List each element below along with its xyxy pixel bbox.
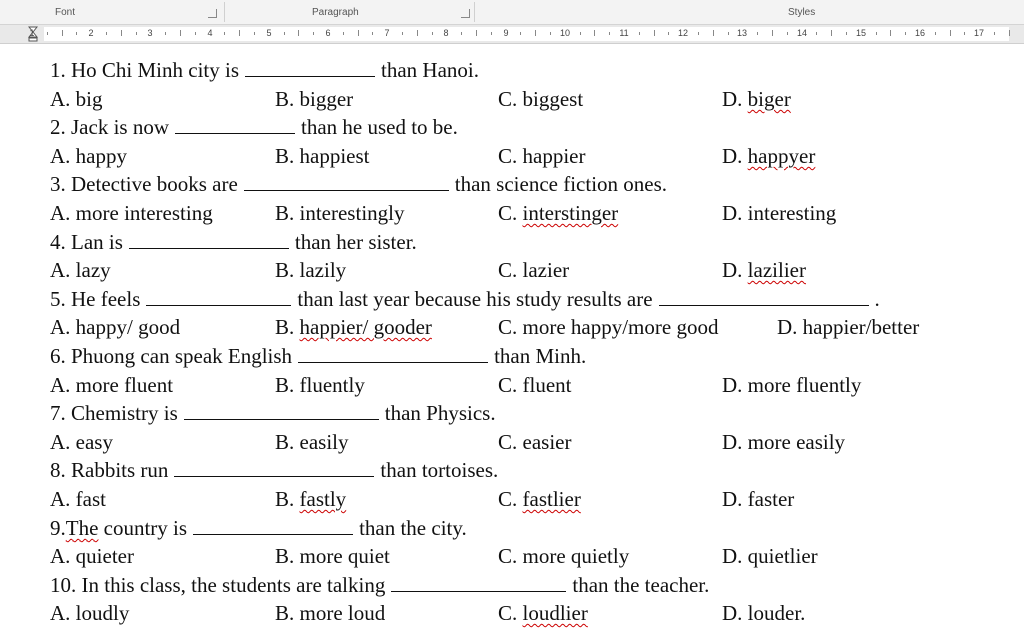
answer-blank[interactable] <box>244 174 449 191</box>
ribbon-separator <box>474 2 475 22</box>
option-text: C. fluent <box>498 373 572 397</box>
ruler-number: 10 <box>559 28 571 38</box>
ruler-tick <box>136 32 137 35</box>
question-stem: 5. He feels <box>50 287 141 311</box>
ruler-tick <box>713 30 714 36</box>
answer-option-d <box>722 201 836 225</box>
option-text: D. happyer <box>722 144 816 168</box>
ruler-tick <box>106 32 107 35</box>
ruler-tick <box>876 32 877 35</box>
horizontal-ruler[interactable] <box>0 25 1024 44</box>
ruler-number: 16 <box>914 28 926 38</box>
ruler-tick <box>1009 30 1010 36</box>
answer-blank[interactable] <box>174 460 374 477</box>
ruler-tick <box>905 32 906 35</box>
paragraph-dialog-launcher-icon[interactable] <box>461 9 470 18</box>
ruler-tick <box>254 32 255 35</box>
ruler-tick <box>698 32 699 35</box>
answer-option-b <box>275 87 353 111</box>
ruler-tick <box>535 30 536 36</box>
ruler-number: 1 <box>29 28 35 38</box>
ribbon-separator <box>224 2 225 22</box>
answer-option-a <box>50 258 111 282</box>
answer-option-a <box>50 601 129 625</box>
ruler-tick <box>594 30 595 36</box>
option-text: A. easy <box>50 430 113 454</box>
ruler-tick <box>224 32 225 35</box>
answer-option-a <box>50 201 213 225</box>
ruler-tick <box>358 30 359 36</box>
option-text: B. more quiet <box>275 544 390 568</box>
answer-option-c <box>498 601 588 625</box>
ruler-tick <box>121 30 122 36</box>
answer-option-b <box>275 487 346 511</box>
option-text: D. lazilier <box>722 258 806 282</box>
ruler-number: 4 <box>207 28 213 38</box>
question-stem: 2. Jack is now <box>50 115 169 139</box>
font-group-label: Font <box>55 7 76 18</box>
option-text: A. loudly <box>50 601 130 625</box>
answer-option-b <box>275 201 405 225</box>
ruler-tick <box>550 32 551 35</box>
option-text: B. bigger <box>275 87 354 111</box>
option-text: B. happier/ gooder <box>275 315 432 339</box>
answer-blank[interactable] <box>184 403 379 420</box>
question-stem: 10. In this class, the students are talking <box>50 573 386 597</box>
answer-option-c <box>498 487 581 511</box>
document-page[interactable] <box>0 44 1024 644</box>
question-continuation: than last year because his study results are <box>297 287 653 311</box>
answer-option-a <box>50 87 103 111</box>
answer-blank[interactable] <box>193 518 353 535</box>
answer-option-d <box>722 487 794 511</box>
ruler-number: 11 <box>619 28 629 38</box>
ruler-tick <box>831 30 832 36</box>
answer-option-d <box>722 87 791 111</box>
ruler-tick <box>890 30 891 36</box>
answer-option-d <box>777 315 919 339</box>
option-text: A. big <box>50 87 103 111</box>
answer-option-c <box>498 258 569 282</box>
option-text: D. more fluently <box>722 373 862 397</box>
question-6 <box>50 344 586 368</box>
answer-option-d <box>722 258 806 282</box>
question-end: . <box>874 287 880 311</box>
answer-option-b <box>275 430 349 454</box>
ruler-tick <box>402 32 403 35</box>
answer-option-d <box>722 373 861 397</box>
option-text: B. easily <box>275 430 349 454</box>
option-text: B. lazily <box>275 258 347 282</box>
question-continuation: than tortoises. <box>380 458 499 482</box>
ruler-tick <box>994 32 995 35</box>
question-continuation: than Minh. <box>494 344 587 368</box>
question-8 <box>50 458 498 482</box>
option-text: D. happier/better <box>777 315 920 339</box>
question-continuation: than Physics. <box>384 401 496 425</box>
question-continuation: than her sister. <box>294 230 417 254</box>
option-text: C. happier <box>498 144 586 168</box>
ruler-tick <box>728 32 729 35</box>
ruler-number: 2 <box>88 28 94 38</box>
answer-option-b <box>275 258 346 282</box>
option-text: D. faster <box>722 487 795 511</box>
ruler-tick <box>846 32 847 35</box>
ruler-tick <box>298 30 299 36</box>
answer-option-c <box>498 544 629 568</box>
question-continuation: than he used to be. <box>301 115 458 139</box>
ruler-tick <box>195 32 196 35</box>
answer-blank[interactable] <box>391 575 566 592</box>
answer-option-a <box>50 487 106 511</box>
answer-option-a <box>50 144 127 168</box>
option-text: A. quieter <box>50 544 134 568</box>
question-stem: 3. Detective books are <box>50 172 238 196</box>
ruler-tick <box>654 30 655 36</box>
answer-option-d <box>722 544 818 568</box>
ruler-tick <box>639 32 640 35</box>
ruler-tick <box>165 32 166 35</box>
question-stem: 1. Ho Chi Minh city is <box>50 58 240 82</box>
option-text: C. fastlier <box>498 487 581 511</box>
question-stem: 8. Rabbits run <box>50 458 169 482</box>
ruler-tick <box>950 30 951 36</box>
answer-option-a <box>50 544 134 568</box>
answer-blank[interactable] <box>146 289 291 306</box>
option-text: A. fast <box>50 487 106 511</box>
ruler-tick <box>417 30 418 36</box>
question-stem: 4. Lan is <box>50 230 123 254</box>
ruler-tick <box>964 32 965 35</box>
answer-blank[interactable] <box>245 60 375 77</box>
ruler-tick <box>935 32 936 35</box>
paragraph-group-label: Paragraph <box>312 7 359 18</box>
ruler-tick <box>461 32 462 35</box>
option-text: A. lazy <box>50 258 111 282</box>
ruler-tick <box>476 30 477 36</box>
option-text: D. interesting <box>722 201 837 225</box>
answer-option-a <box>50 315 180 339</box>
ruler-number: 12 <box>677 28 689 38</box>
answer-option-c <box>498 201 618 225</box>
question-9 <box>50 516 467 540</box>
option-text: C. more quietly <box>498 544 630 568</box>
option-text: B. fastly <box>275 487 347 511</box>
ruler-tick <box>787 32 788 35</box>
option-text: D. quietlier <box>722 544 818 568</box>
ruler-number: 14 <box>796 28 808 38</box>
option-text: A. more fluent <box>50 373 174 397</box>
answer-option-d <box>722 144 815 168</box>
ruler-number: 7 <box>384 28 390 38</box>
option-text: B. more loud <box>275 601 386 625</box>
option-text: C. more happy/more good <box>498 315 719 339</box>
ruler-tick <box>520 32 521 35</box>
question-continuation: than science fiction ones. <box>454 172 668 196</box>
question-continuation: than Hanoi. <box>381 58 479 82</box>
ruler-tick <box>343 32 344 35</box>
answer-blank[interactable] <box>175 117 295 134</box>
ruler-number: 9 <box>503 28 509 38</box>
option-text: B. fluently <box>275 373 365 397</box>
option-text: A. more interesting <box>50 201 213 225</box>
ribbon-group-labels <box>0 0 1024 25</box>
option-text: D. more easily <box>722 430 846 454</box>
ruler-number: 5 <box>266 28 272 38</box>
ruler-tick <box>284 32 285 35</box>
option-text: B. interestingly <box>275 201 405 225</box>
answer-option-b <box>275 144 370 168</box>
option-text: C. interstinger <box>498 201 619 225</box>
question-continuation: than the teacher. <box>572 573 710 597</box>
ruler-tick <box>609 32 610 35</box>
ruler-tick <box>772 30 773 36</box>
answer-option-c <box>498 315 718 339</box>
ruler-tick <box>239 30 240 36</box>
answer-option-b <box>275 315 432 339</box>
ruler-tick <box>76 32 77 35</box>
question-1 <box>50 58 479 82</box>
ruler-tick <box>816 32 817 35</box>
answer-option-c <box>498 373 572 397</box>
answer-blank[interactable] <box>129 232 289 249</box>
question-2 <box>50 115 458 139</box>
ruler-number: 13 <box>736 28 748 38</box>
ruler-tick <box>62 30 63 36</box>
question-10 <box>50 573 709 597</box>
answer-option-a <box>50 373 173 397</box>
answer-blank[interactable] <box>298 346 488 363</box>
ruler-tick <box>491 32 492 35</box>
answer-option-d <box>722 601 805 625</box>
answer-option-b <box>275 373 365 397</box>
ruler-number: 6 <box>325 28 331 38</box>
ruler-tick <box>757 32 758 35</box>
question-stem: 6. Phuong can speak English <box>50 344 293 368</box>
answer-option-a <box>50 430 113 454</box>
option-text: D. louder. <box>722 601 806 625</box>
question-4 <box>50 230 417 254</box>
ruler-tick <box>668 32 669 35</box>
ruler-tick <box>580 32 581 35</box>
answer-blank[interactable] <box>659 289 869 306</box>
option-text: C. biggest <box>498 87 584 111</box>
answer-option-c <box>498 87 583 111</box>
question-7 <box>50 401 496 425</box>
option-text: A. happy/ good <box>50 315 181 339</box>
ruler-tick <box>180 30 181 36</box>
question-continuation: than the city. <box>359 516 467 540</box>
option-text: B. happiest <box>275 144 370 168</box>
ruler-tick <box>432 32 433 35</box>
ruler-tick <box>313 32 314 35</box>
question-5 <box>50 287 880 311</box>
ruler-tick <box>372 32 373 35</box>
answer-option-c <box>498 144 585 168</box>
question-3 <box>50 172 667 196</box>
answer-option-c <box>498 430 571 454</box>
ruler-number: 3 <box>147 28 153 38</box>
question-stem: 9.The country is <box>50 516 188 540</box>
font-dialog-launcher-icon[interactable] <box>208 9 217 18</box>
option-text: A. happy <box>50 144 127 168</box>
option-text: C. lazier <box>498 258 570 282</box>
option-text: D. biger <box>722 87 791 111</box>
option-text: C. easier <box>498 430 572 454</box>
option-text: C. loudlier <box>498 601 588 625</box>
ruler-number: 8 <box>443 28 449 38</box>
ruler-number: 15 <box>855 28 867 38</box>
ruler-tick <box>47 32 48 35</box>
answer-option-b <box>275 544 390 568</box>
answer-option-b <box>275 601 385 625</box>
answer-option-d <box>722 430 845 454</box>
ruler-number: 17 <box>973 28 985 38</box>
styles-group-label: Styles <box>788 7 816 18</box>
question-stem: 7. Chemistry is <box>50 401 178 425</box>
